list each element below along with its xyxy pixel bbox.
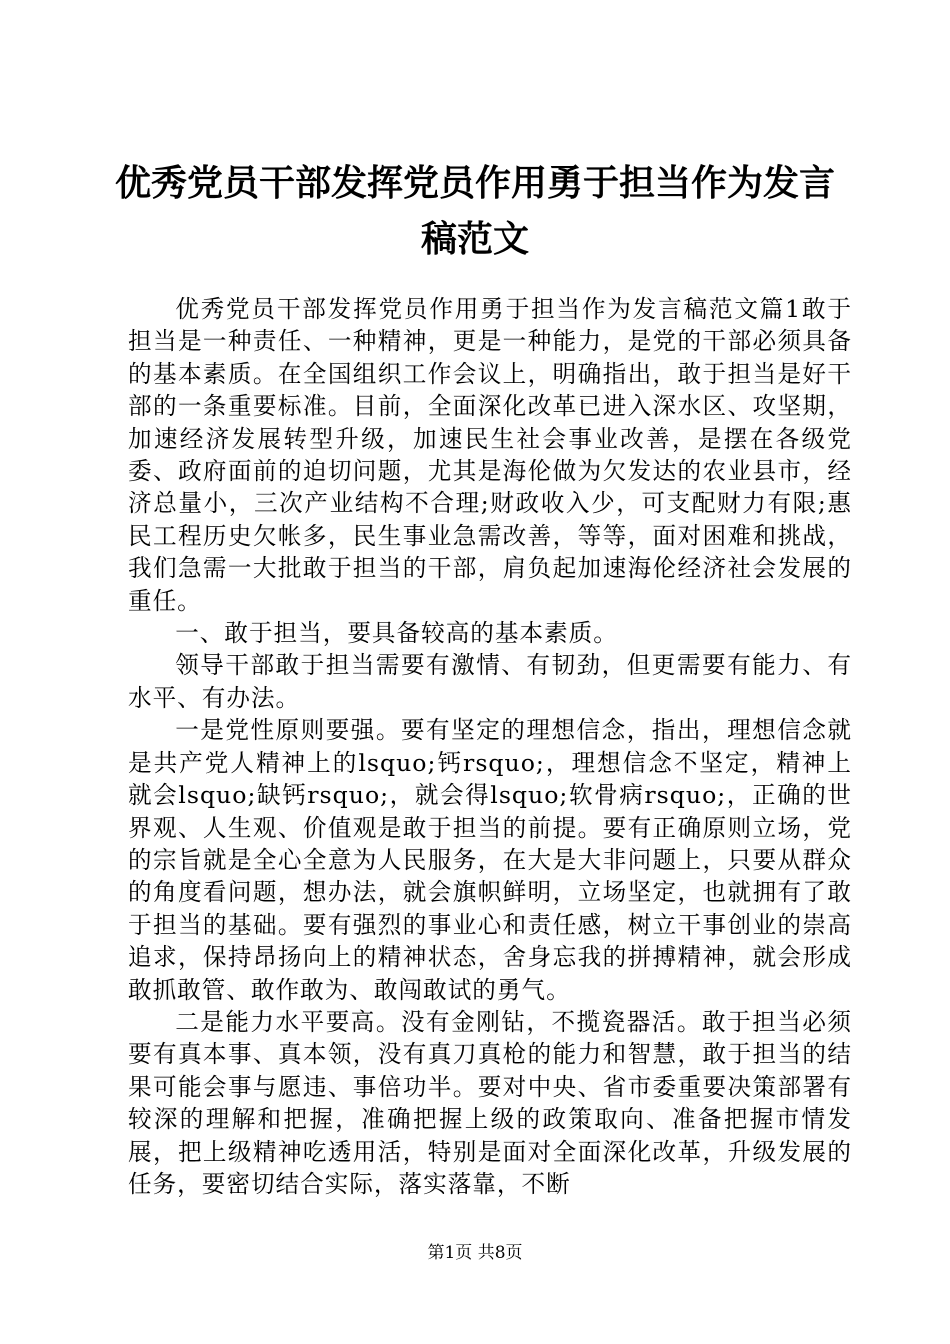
paragraph-party-principle: 一是党性原则要强。要有坚定的理想信念，指出，理想信念就是共产党人精神上的lsquo;钙rsquo;，理想信念不坚定，精神上就会lsquo;缺钙rsquo;，就会得lsquo;软骨病rsquo;，正确的世界观、人生观、价值观是敢于担当的前提。要有正确原则立场，党的宗旨就是全心全意为人民服务，在大是大非问题上，只要从群众的角度看问题，想办法，就会旗帜鲜明，立场坚定，也就拥有了敢于担当的基础。要有强烈的事业心和责任感，树立干事创业的崇高追求，保持昂扬向上的精神状态，舍身忘我的拼搏精神，就会形成敢抓敢管、敢作敢为、敢闯敢试的勇气。: [128, 716, 852, 1004]
paragraph-heading-1: 一、敢于担当，要具备较高的基本素质。: [175, 619, 618, 648]
paragraph-leaders: 领导干部敢于担当需要有激情、有韧劲，但更需要有能力、有水平、有办法。: [128, 651, 852, 712]
document-title-line-2: 稿范文: [420, 219, 529, 260]
paragraph-ability: 二是能力水平要高。没有金刚钻，不揽瓷器活。敢于担当必须要有真本事、真本领，没有真刀真枪的能力和智慧，敢于担当的结果可能会事与愿违、事倍功半。要对中央、省市委重要决策部署有较深的理解和把握，准确把握上级的政策取向、准备把握市情发展，把上级精神吃透用活，特别是面对全面深化改革，升级发展的任务，要密切结合实际，落实落靠，不断: [128, 1007, 852, 1198]
paragraph-intro: 优秀党员干部发挥党员作用勇于担当作为发言稿范文篇1敢于担当是一种责任、一种精神，更是一种能力，是党的干部必须具备的基本素质。在全国组织工作会议上，明确指出，敢于担当是好干部的一条重要标准。目前，全面深化改革已进入深水区、攻坚期，加速经济发展转型升级，加速民生社会事业改善，是摆在各级党委、政府面前的迫切问题，尤其是海伦做为欠发达的农业县市，经济总量小，三次产业结构不合理;财政收入少，可支配财力有限;惠民工程历史欠帐多，民生事业急需改善，等等，面对困难和挑战，我们急需一大批敢于担当的干部，肩负起加速海伦经济社会发展的重任。: [128, 295, 852, 615]
document-title-line-1: 优秀党员干部发挥党员作用勇于担当作为发言: [114, 163, 835, 204]
document-body: [128, 293, 852, 1200]
page-number-footer: 第1页 共8页: [427, 1243, 523, 1263]
